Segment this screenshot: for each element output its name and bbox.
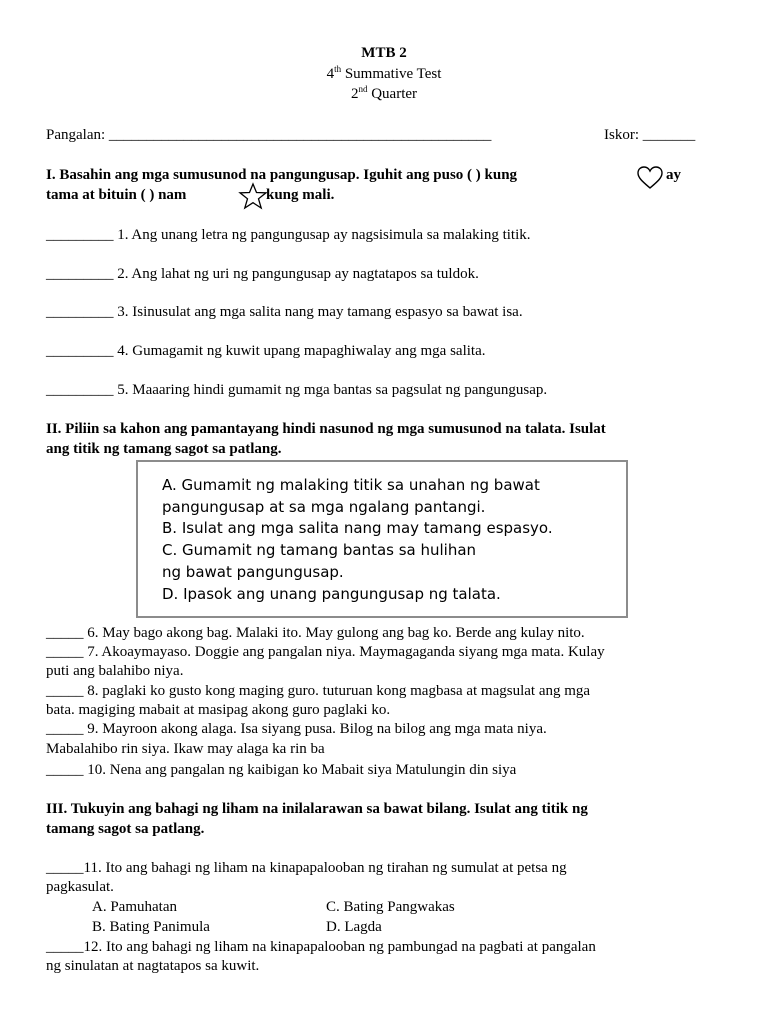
part1-instruction-c: tama at bituin ( ) nam [46, 187, 187, 203]
choice-a: A. Pamuhatan [92, 899, 177, 915]
choice-box-line-a2: pangungusap at sa mga ngalang pantangi. [162, 498, 486, 516]
choice-box-line-c2: ng bawat pangungusap. [162, 563, 344, 581]
part1-instruction-d: kung mali. [266, 187, 335, 203]
choice-box-line-a1: A. Gumamit ng malaking titik sa unahan ng bawat [162, 476, 540, 494]
choice-b: B. Bating Panimula [92, 919, 210, 935]
part3-instruction-1: III. Tukuyin ang bahagi ng liham na inilalarawan sa bawat bilang. Isulat ang titik ng [46, 801, 588, 817]
question-3: _________ 3. Isinusulat ang mga salita nang may tamang espasyo sa bawat isa. [46, 304, 523, 320]
star-icon [238, 182, 268, 210]
question-2: _________ 2. Ang lahat ng uri ng pangungusap ay nagtatapos sa tuldok. [46, 266, 479, 282]
question-12-cont: ng sinulatan at nagtatapos sa kuwit. [46, 958, 260, 974]
choice-box-line-b: B. Isulat ang mga salita nang may tamang espasyo. [162, 519, 553, 537]
name-field[interactable]: Pangalan: ___________________________________________________ [46, 127, 492, 143]
part3-instruction-2: tamang sagot sa patlang. [46, 821, 205, 837]
question-7-cont: puti ang balahibo niya. [46, 663, 184, 679]
choice-d: D. Lagda [326, 919, 382, 935]
subject-title: MTB 2 [361, 45, 407, 61]
part1-instruction-b: ay [666, 167, 681, 183]
question-9: _____ 9. Mayroon akong alaga. Isa siyang pusa. Bilog na bilog ang mga mata niya. [46, 721, 547, 737]
question-11: _____11. Ito ang bahagi ng liham na kinapapalooban ng tirahan ng sumulat at petsa ng [46, 860, 567, 876]
choice-box-line-d: D. Ipasok ang unang pangungusap ng talata. [162, 585, 501, 603]
question-7: _____ 7. Akoaymayaso. Doggie ang pangalan niya. Maymagaganda siyang mga mata. Kulay [46, 644, 605, 660]
question-8: _____ 8. paglaki ko gusto kong maging guro. tuturuan kong magbasa at magsulat ang mga [46, 683, 591, 699]
score-field[interactable]: Iskor: _______ [604, 127, 696, 143]
choice-box-line-c1: C. Gumamit ng tamang bantas sa hulihan [162, 541, 477, 559]
quarter-title: 2nd Quarter [350, 84, 418, 102]
part2-instruction-1: II. Piliin sa kahon ang pamantayang hindi nasunod ng mga sumusunod na talata. Isulat [46, 421, 606, 437]
question-12: _____12. Ito ang bahagi ng liham na kinapapalooban ng pambungad na pagbati at pangalan [46, 939, 596, 955]
question-6: _____ 6. May bago akong bag. Malaki ito. May gulong ang bag ko. Berde ang kulay nito. [46, 625, 585, 641]
part2-instruction-2: ang titik ng tamang sagot sa patlang. [46, 441, 282, 457]
question-4: _________ 4. Gumagamit ng kuwit upang mapaghiwalay ang mga salita. [46, 343, 486, 359]
question-10: _____ 10. Nena ang pangalan ng kaibigan ko Mabait siya Matulungin din siya [46, 762, 517, 778]
heart-icon [636, 165, 664, 190]
question-8-cont: bata. magiging mabait at masipag akong guro paglaki ko. [46, 702, 391, 718]
question-9-cont: Mabalahibo rin siya. Ikaw may alaga ka rin ba [46, 741, 325, 757]
part1-instruction-a: I. Basahin ang mga sumusunod na pangungusap. Iguhit ang puso ( ) kung [46, 167, 518, 183]
question-5: _________ 5. Maaaring hindi gumamit ng mga bantas sa pagsulat ng pangungusap. [46, 382, 548, 398]
test-title: 4th Summative Test [326, 64, 442, 82]
choice-c: C. Bating Pangwakas [326, 899, 455, 915]
question-1: _________ 1. Ang unang letra ng pangungusap ay nagsisimula sa malaking titik. [46, 227, 531, 243]
question-11-cont: pagkasulat. [46, 879, 114, 895]
